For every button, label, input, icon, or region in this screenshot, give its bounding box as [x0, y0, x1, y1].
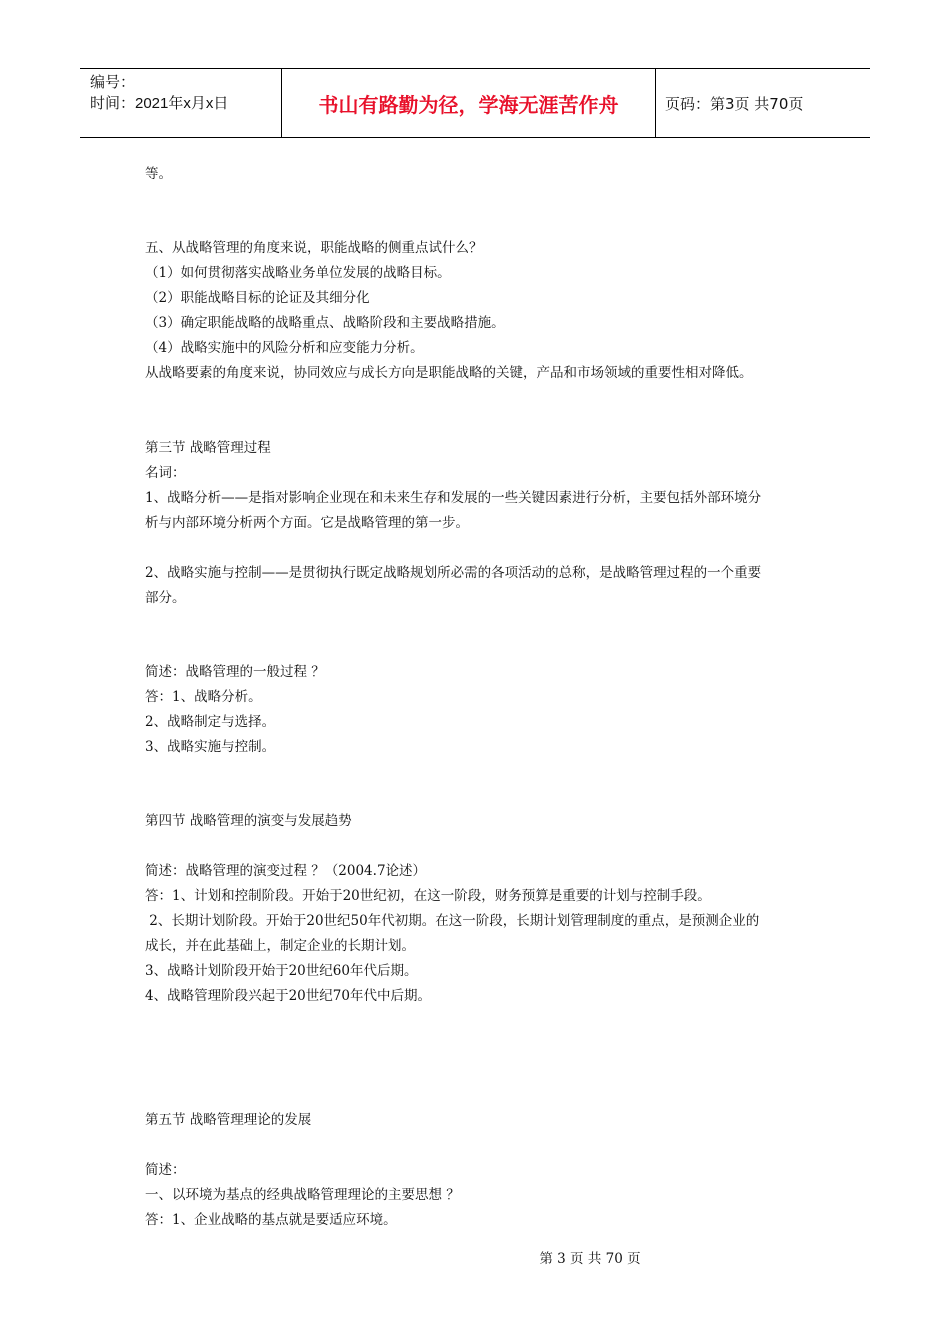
- text-line: 3、战略计划阶段开始于20世纪60年代后期。: [145, 963, 418, 979]
- code-label: 编号：: [90, 74, 136, 91]
- text-line: 名词：: [145, 465, 186, 481]
- text-line: 答：1、企业战略的基点就是要适应环境。: [145, 1212, 397, 1228]
- text-line: 2、长期计划阶段。开始于20世纪50年代初期。在这一阶段，长期计划管理制度的重点，是预测企业的: [145, 913, 760, 929]
- text-line: 等。: [145, 166, 172, 182]
- text-line: 简述：战略管理的一般过程 ？: [145, 664, 325, 680]
- page-footer: 第 3 页 共 70 页: [539, 1251, 641, 1267]
- text-line: 答：1、战略分析。: [145, 689, 262, 705]
- text-line: （3）确定职能战略的战略重点、战略阶段和主要战略措施。: [145, 315, 505, 331]
- date-label: 时间：2021年x月x日: [90, 95, 229, 112]
- text-line: （2）职能战略目标的论证及其细分化: [145, 290, 370, 306]
- header-motto: 书山有路勤为径，学海无涯苦作舟: [281, 69, 656, 137]
- text-line: 成长，并在此基础上，制定企业的长期计划。: [145, 938, 415, 954]
- section-heading: 第三节 战略管理过程: [145, 440, 271, 456]
- question-heading: 五、从战略管理的角度来说，职能战略的侧重点试什么？: [145, 240, 483, 256]
- text-line: 答：1、计划和控制阶段。开始于20世纪初，在这一阶段，财务预算是重要的计划与控制手段。: [145, 888, 711, 904]
- text-line: （1）如何贯彻落实战略业务单位发展的战略目标。: [145, 265, 451, 281]
- text-line: 简述：: [145, 1162, 186, 1178]
- text-line: 2、战略制定与选择。: [145, 714, 276, 730]
- header-page-number: 页码：第3页 共70页: [665, 94, 804, 113]
- text-line: 简述：战略管理的演变过程 ？（2004.7论述）: [145, 863, 427, 879]
- text-line: 从战略要素的角度来说，协同效应与成长方向是职能战略的关键，产品和市场领域的重要性相对降低。: [145, 365, 753, 381]
- text-line: 3、战略实施与控制。: [145, 739, 276, 755]
- text-line: 一、以环境为基点的经典战略管理理论的主要思想 ？: [145, 1187, 460, 1203]
- section-heading: 第四节 战略管理的演变与发展趋势: [145, 813, 352, 829]
- page-header: [80, 68, 870, 138]
- text-line: （4）战略实施中的风险分析和应变能力分析。: [145, 340, 424, 356]
- text-line: 1、战略分析——是指对影响企业现在和未来生存和发展的一些关键因素进行分析，主要包括外部环境分: [145, 490, 762, 506]
- section-heading: 第五节 战略管理理论的发展: [145, 1112, 312, 1128]
- text-line: 4、战略管理阶段兴起于20世纪70年代中后期。: [145, 988, 431, 1004]
- text-line: 析与内部环境分析两个方面。它是战略管理的第一步。: [145, 515, 469, 531]
- header-meta: [80, 69, 281, 137]
- text-line: 部分。: [145, 590, 186, 606]
- text-line: 2、战略实施与控制——是贯彻执行既定战略规划所必需的各项活动的总称，是战略管理过程的一个重要: [145, 565, 762, 581]
